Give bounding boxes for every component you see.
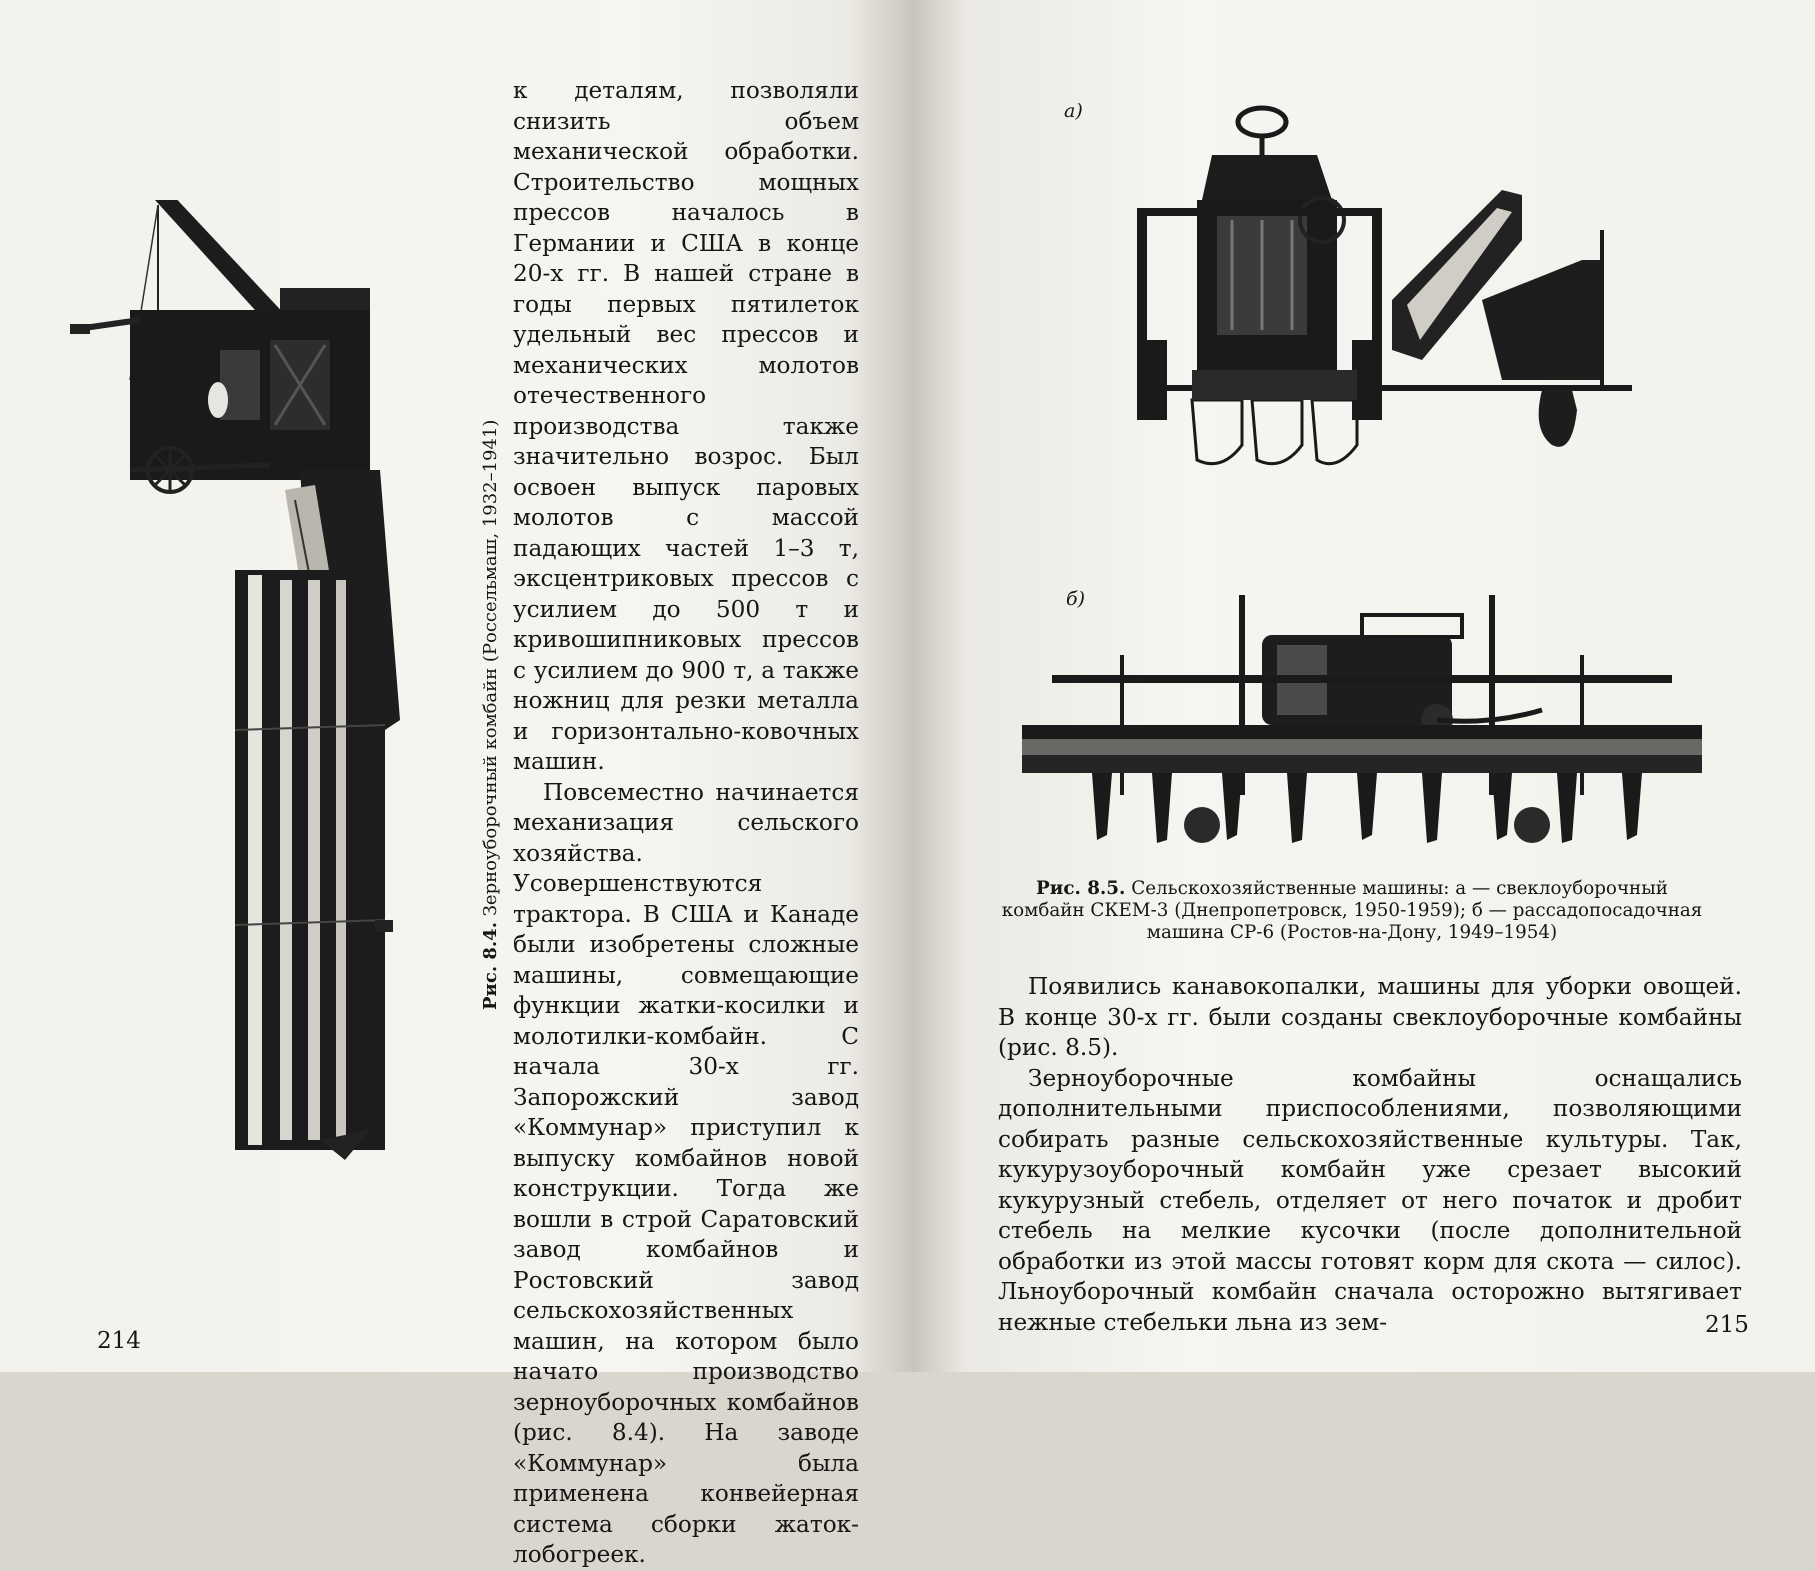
right-text-column: [998, 972, 1742, 1338]
figure-8-4-label: Рис. 8.4.: [480, 922, 501, 1010]
figure-seedling-planter: [1022, 595, 1702, 865]
figure-beet-harvester: [1122, 100, 1702, 500]
figure-8-4-text: Зерноуборочный комбайн (Россельмаш, 1932–1941): [480, 419, 501, 917]
figure-8-5-text: Сельскохозяйственные машины: а — свеклоуборочный комбайн СКЕМ-3 (Днепропетровск, 1950-1959); б — рассадопосадочная машина СР-6 (Ростов-на-Дону, 1949–1954): [1001, 878, 1703, 943]
figure-8-5-label: Рис. 8.5.: [1036, 878, 1126, 899]
right-paragraph-2: Зерноуборочные комбайны оснащались дополнительными приспособлениями, позволяющими собирать разные сельскохозяйственные культуры. Так, кукурузоуборочный комбайн уже срезает высокий кукурузный стебель, отделяет от него початок и дробит стебель на мелкие кусочки (после дополнительной обработки из этой массы готовят корм для скота — силос). Льноуборочный комбайн сначала осторожно вытягивает нежные стебельки льна из зем-: [998, 1064, 1742, 1336]
figure-label-a: а): [1064, 100, 1083, 122]
figure-grain-combine: [70, 200, 450, 1200]
page-number-left: 214: [97, 1328, 141, 1354]
right-page: [912, 0, 1815, 1372]
right-paragraph-1: Появились канавокопалки, машины для уборки овощей. В конце 30-х гг. были созданы свеклоуборочные комбайны (рис. 8.5).: [998, 973, 1742, 1061]
page-number-right: 215: [1705, 1312, 1749, 1338]
left-text-column: [513, 76, 859, 1571]
left-paragraph-2: Повсеместно начинается механизация сельского хозяйства. Усовершенствуются трактора. В США и Канаде были изобретены сложные машины, совмещающие функции жатки-косилки и молотилки-комбайн. С начала 30-х гг. Запорожский завод «Коммунар» приступил к выпуску комбайнов новой конструкции. Тогда же вошли в строй Саратовский завод комбайнов и Ростовский завод сельскохозяйственных машин, на котором было начато производство зерноуборочных комбайнов (рис. 8.4). На заводе «Коммунар» была применена конвейерная система сборки жаток-лобогреек.: [513, 778, 859, 1568]
left-paragraph-1: к деталям, позволяли снизить объем механической обработки. Строительство мощных прессов началось в Германии и США в конце 20-х гг. В нашей стране в годы первых пятилеток удельный вес прессов и механических молотов отечественного производства также значительно возрос. Был освоен выпуск паровых молотов с массой падающих частей 1–3 т, эксцентриковых прессов с усилием до 500 т и кривошипниковых прессов с усилием до 900 т, а также ножниц для резки металла и горизонтально-ковочных машин.: [513, 77, 859, 775]
figure-8-5-caption: [992, 878, 1712, 944]
figure-8-4-caption: [480, 420, 501, 1010]
figure-label-b: б): [1066, 588, 1086, 610]
